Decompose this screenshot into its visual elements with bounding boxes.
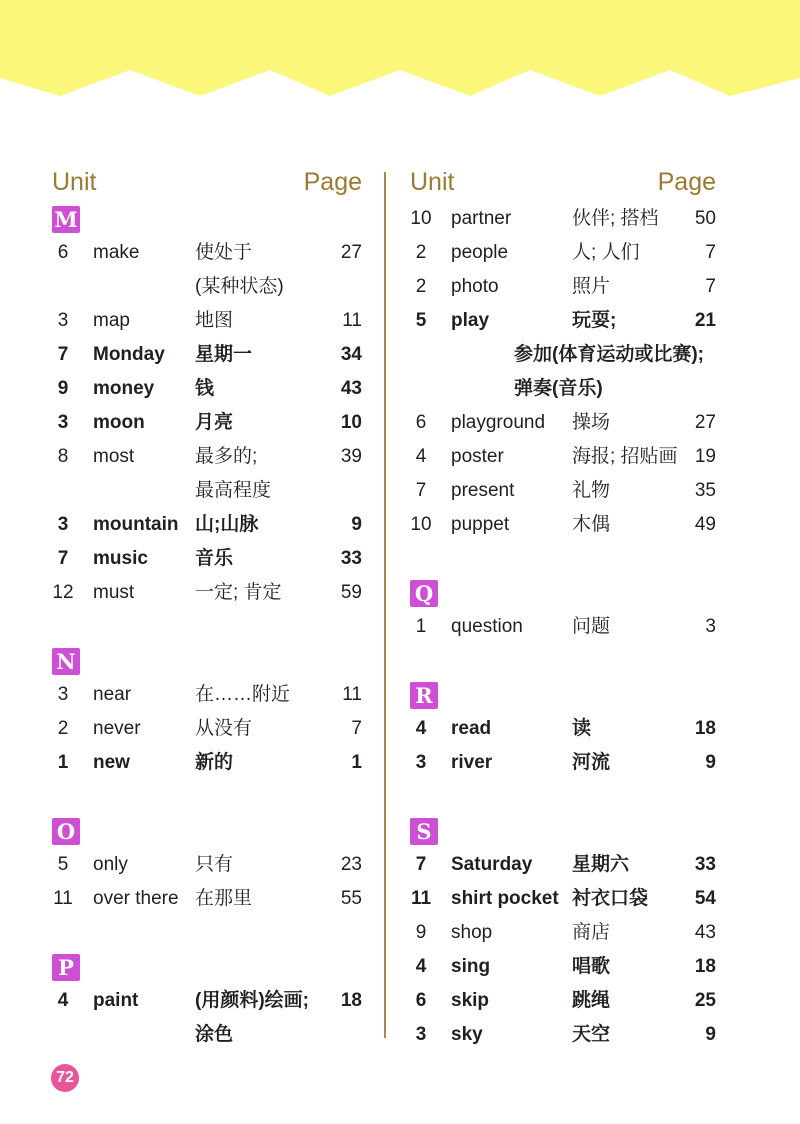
entry-translation: 玩耍; [572, 310, 617, 331]
entry-word: puppet [451, 514, 510, 535]
index-entry [410, 1018, 716, 1052]
letter-badge-m: M [52, 206, 80, 233]
index-entry [410, 848, 716, 882]
index-entry [52, 304, 362, 338]
entry-word: photo [451, 276, 499, 297]
entry-page: 7 [351, 718, 362, 739]
entry-page: 50 [694, 208, 716, 229]
entry-translation: 木偶 [572, 514, 611, 535]
letter-heading [52, 950, 362, 984]
index-entry [52, 440, 362, 474]
entry-page: 3 [705, 616, 716, 637]
entry-unit: 4 [415, 956, 427, 977]
entry-word: partner [451, 208, 512, 229]
page-number-badge: 72 [51, 1064, 79, 1092]
entry-translation-line: 最高程度 [195, 480, 272, 501]
entry-translation-line: 弹奏(音乐) [514, 378, 603, 399]
column-header [410, 168, 716, 202]
entry-unit: 6 [57, 242, 69, 263]
index-entry [410, 950, 716, 984]
entry-unit: 3 [415, 752, 427, 773]
letter-heading [52, 644, 362, 678]
entry-page: 59 [340, 582, 362, 603]
entry-page: 9 [705, 752, 716, 773]
top-zigzag-banner [0, 0, 800, 104]
entry-unit: 11 [53, 888, 73, 909]
entry-word: playground [451, 412, 546, 433]
entry-translation: 问题 [572, 616, 611, 637]
entry-translation: 读 [572, 718, 592, 739]
index-entry [410, 236, 716, 270]
entry-unit: 3 [57, 412, 69, 433]
entry-unit: 4 [57, 990, 69, 1011]
entry-unit: 9 [415, 922, 427, 943]
entry-translation: 商店 [572, 922, 611, 943]
letter-heading [52, 814, 362, 848]
entry-word: over there [93, 888, 179, 909]
index-entry [52, 678, 362, 712]
entry-translation: 新的 [195, 752, 234, 773]
entry-unit: 7 [415, 480, 427, 501]
entry-page: 19 [694, 446, 716, 467]
entry-translation: 星期六 [572, 854, 630, 875]
header-unit-label: Unit [410, 168, 455, 196]
entry-page: 33 [340, 548, 362, 569]
entry-translation: 在……附近 [195, 684, 291, 705]
letter-heading [410, 814, 716, 848]
entry-translation: (用颜料)绘画; [195, 990, 309, 1011]
entry-word: Saturday [451, 854, 533, 875]
index-entry [52, 406, 362, 440]
entry-unit: 7 [57, 344, 69, 365]
index-entry [52, 746, 362, 780]
entry-page: 1 [351, 752, 362, 773]
entry-page: 18 [694, 718, 716, 739]
entry-word: mountain [93, 514, 179, 535]
entry-page: 54 [694, 888, 716, 909]
entry-translation: 跳绳 [572, 990, 611, 1011]
entry-word: poster [451, 446, 504, 467]
entry-word: present [451, 480, 515, 501]
index-entry [410, 440, 716, 474]
entry-translation: 使处于 [195, 242, 253, 263]
entry-page: 27 [694, 412, 716, 433]
letter-badge-s: S [410, 818, 438, 845]
letter-badge-n: N [52, 648, 80, 675]
right-entries [410, 202, 716, 1052]
index-entry [410, 882, 716, 916]
entry-page: 49 [694, 514, 716, 535]
letter-badge-q: Q [410, 580, 438, 607]
entry-word: money [93, 378, 155, 399]
entry-page: 39 [340, 446, 362, 467]
section-spacer [52, 916, 362, 950]
entry-page: 23 [340, 854, 362, 875]
entry-translation: 最多的; [195, 446, 258, 467]
entry-word: must [93, 582, 135, 603]
entry-word: play [451, 310, 490, 331]
entry-unit: 3 [415, 1024, 427, 1045]
entry-unit: 10 [410, 514, 432, 535]
entry-unit: 1 [57, 752, 69, 773]
entry-word: sing [451, 956, 491, 977]
entry-word: never [93, 718, 141, 739]
entry-word: map [93, 310, 130, 331]
entry-word: only [93, 854, 128, 875]
index-entry [410, 202, 716, 236]
index-entry [52, 848, 362, 882]
entry-translation-line: 涂色 [195, 1024, 234, 1045]
entry-translation: 音乐 [195, 548, 234, 569]
index-entry [52, 576, 362, 610]
entry-unit: 7 [415, 854, 427, 875]
entry-translation: 唱歌 [572, 956, 611, 977]
entry-translation: 照片 [572, 276, 611, 297]
entry-translation: 一定; 肯定 [195, 582, 282, 603]
entry-word: skip [451, 990, 490, 1011]
entry-unit: 1 [415, 616, 427, 637]
entry-unit: 10 [410, 208, 432, 229]
entry-translation-line: (某种状态) [195, 276, 284, 297]
entry-page: 7 [705, 276, 716, 297]
index-entry [52, 372, 362, 406]
index-entry [52, 984, 362, 1018]
entry-page: 55 [340, 888, 362, 909]
entry-unit: 6 [415, 412, 427, 433]
index-entry [410, 474, 716, 508]
index-entry [410, 610, 716, 644]
section-spacer [410, 780, 716, 814]
header-page-label: Page [303, 168, 362, 196]
entry-word: shirt pocket [451, 888, 559, 909]
index-column-right [410, 168, 716, 1052]
entry-page: 25 [694, 990, 716, 1011]
index-entry [52, 508, 362, 542]
entry-page: 34 [340, 344, 362, 365]
entry-translation: 礼物 [572, 480, 611, 501]
entry-unit: 4 [415, 446, 427, 467]
entry-translation-continued [410, 338, 716, 372]
entry-translation-line: 参加(体育运动或比赛); [514, 344, 704, 365]
entry-word: music [93, 548, 148, 569]
entry-unit: 6 [415, 990, 427, 1011]
entry-page: 43 [340, 378, 362, 399]
section-spacer [410, 644, 716, 678]
entry-translation-continued [410, 372, 716, 406]
entry-translation: 月亮 [195, 412, 234, 433]
letter-badge-o: O [52, 818, 80, 845]
index-entry [410, 270, 716, 304]
entry-word: most [93, 446, 135, 467]
column-header [52, 168, 362, 202]
entry-unit: 8 [57, 446, 69, 467]
letter-heading [410, 678, 716, 712]
entry-translation: 海报; 招贴画 [572, 446, 678, 467]
letter-badge-r: R [410, 682, 438, 709]
letter-heading [52, 202, 362, 236]
entry-translation: 从没有 [195, 718, 253, 739]
index-column-left [52, 168, 362, 1052]
entry-page: 33 [694, 854, 716, 875]
entry-page: 43 [694, 922, 716, 943]
entry-word: question [451, 616, 523, 637]
entry-word: near [93, 684, 132, 705]
entry-translation: 操场 [572, 412, 611, 433]
entry-translation: 人; 人们 [572, 242, 640, 263]
index-entry [52, 236, 362, 270]
section-spacer [52, 780, 362, 814]
entry-unit: 3 [57, 514, 69, 535]
entry-unit: 7 [57, 548, 69, 569]
entry-unit: 4 [415, 718, 427, 739]
entry-unit: 2 [415, 276, 427, 297]
index-entry [52, 338, 362, 372]
header-unit-label: Unit [52, 168, 97, 196]
entry-page: 7 [705, 242, 716, 263]
index-entry [52, 712, 362, 746]
entry-page: 18 [694, 956, 716, 977]
entry-word: paint [93, 990, 139, 1011]
entry-translation-continued [52, 1018, 362, 1052]
entry-unit: 9 [57, 378, 69, 399]
index-entry [410, 508, 716, 542]
entry-page: 10 [340, 412, 362, 433]
letter-heading [410, 576, 716, 610]
index-entry [410, 984, 716, 1018]
entry-page: 11 [342, 310, 362, 331]
index-entry [52, 542, 362, 576]
entry-word: read [451, 718, 492, 739]
column-divider [384, 172, 386, 1038]
entry-word: people [451, 242, 509, 263]
entry-page: 21 [694, 310, 716, 331]
index-entry [52, 882, 362, 916]
entry-word: sky [451, 1024, 483, 1045]
entry-translation: 天空 [572, 1024, 611, 1045]
entry-translation: 河流 [572, 752, 611, 773]
entry-translation: 衬衣口袋 [572, 888, 649, 909]
entry-unit: 2 [57, 718, 69, 739]
header-page-label: Page [657, 168, 716, 196]
left-entries [52, 202, 362, 1052]
entry-word: river [451, 752, 493, 773]
entry-page: 9 [705, 1024, 716, 1045]
index-entry [410, 746, 716, 780]
entry-unit: 5 [415, 310, 427, 331]
entry-unit: 5 [57, 854, 69, 875]
entry-translation: 地图 [195, 310, 234, 331]
entry-word: make [93, 242, 140, 263]
section-spacer [410, 542, 716, 576]
entry-page: 11 [342, 684, 362, 705]
entry-translation: 只有 [195, 854, 234, 875]
entry-translation: 山;山脉 [195, 514, 259, 535]
entry-word: shop [451, 922, 493, 943]
letter-badge-p: P [52, 954, 80, 981]
entry-word: Monday [93, 344, 165, 365]
index-entry [410, 916, 716, 950]
entry-unit: 12 [52, 582, 74, 603]
entry-translation: 星期一 [195, 344, 253, 365]
entry-unit: 2 [415, 242, 427, 263]
entry-page: 9 [351, 514, 362, 535]
entry-translation: 在那里 [195, 888, 253, 909]
index-entry [410, 304, 716, 338]
section-spacer [52, 610, 362, 644]
entry-unit: 3 [57, 310, 69, 331]
entry-translation-continued [52, 474, 362, 508]
entry-unit: 11 [410, 888, 432, 909]
entry-word: moon [93, 412, 145, 433]
index-entry [410, 712, 716, 746]
entry-translation: 伙伴; 搭档 [572, 208, 659, 229]
entry-page: 27 [340, 242, 362, 263]
entry-translation-continued [52, 270, 362, 304]
index-entry [410, 406, 716, 440]
entry-page: 35 [694, 480, 716, 501]
entry-word: new [93, 752, 130, 773]
entry-page: 18 [340, 990, 362, 1011]
entry-unit: 3 [57, 684, 69, 705]
entry-translation: 钱 [195, 378, 215, 399]
